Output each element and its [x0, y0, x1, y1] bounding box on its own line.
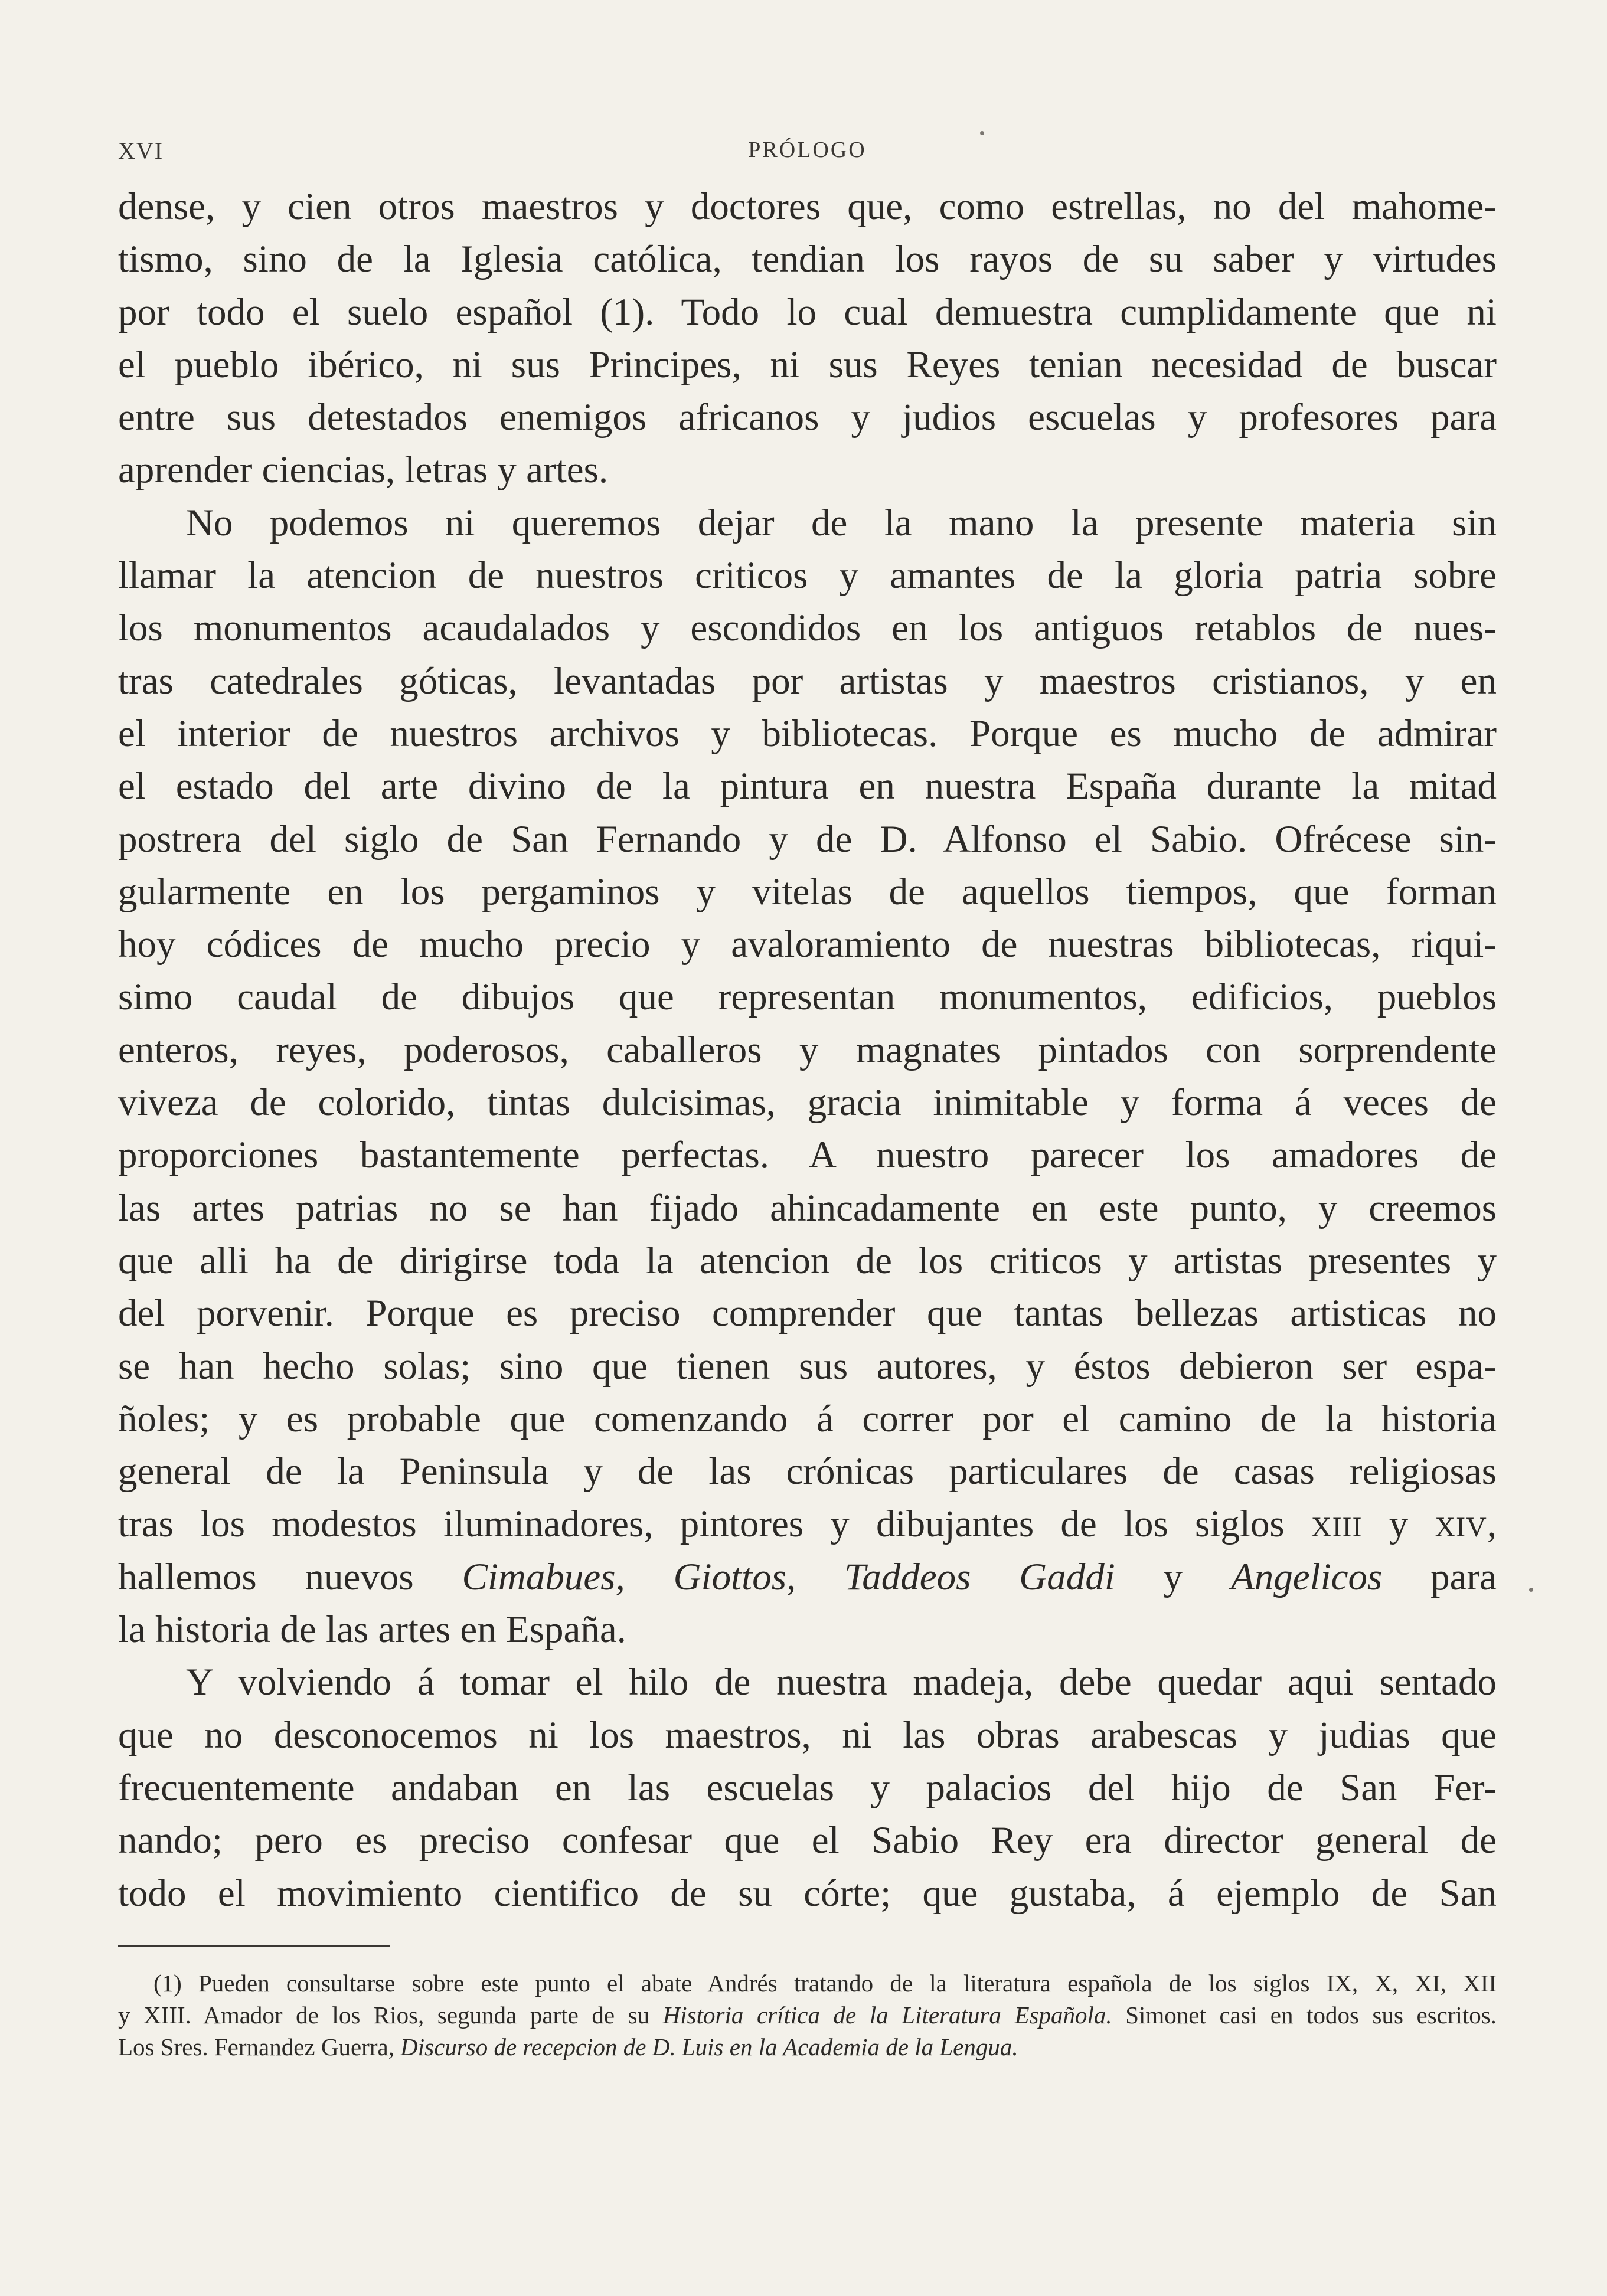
text-line: del porvenir. Porque es preciso comprender que tantas bellezas artisticas no [118, 1292, 1497, 1335]
text-line: las artes patrias no se han fijado ahincadamente en este punto, y creemos [118, 1186, 1497, 1229]
body-text [118, 181, 1497, 1920]
text-line: nando; pero es preciso confesar que el Sabio Rey era director general de [118, 1819, 1497, 1862]
page-number: XVI [118, 138, 164, 164]
footnote-line [118, 2031, 1497, 2063]
text-line: por todo el suelo español (1). Todo lo cual demuestra cumplidamente que ni [118, 290, 1497, 333]
century-numeral: XIII [1311, 1512, 1363, 1543]
text-line: dense, y cien otros maestros y doctores que, como estrellas, no del mahome- [118, 185, 1497, 228]
italic-names: Cimabues, Giottos, Taddeos Gaddi [462, 1555, 1115, 1598]
text-line: el estado del arte divino de la pintura en nuestra España durante la mitad [118, 765, 1497, 808]
text-line: que alli ha de dirigirse toda la atencion de los criticos y artistas presentes y [118, 1239, 1497, 1282]
text-line: el pueblo ibérico, ni sus Principes, ni sus Reyes tenian necesidad de buscar [118, 343, 1497, 386]
text-line: los monumentos acaudalados y escondidos en los antiguos retablos de nues- [118, 607, 1497, 650]
text-line: que no desconocemos ni los maestros, ni las obras arabescas y judias que [118, 1713, 1497, 1757]
text-line: se han hecho solas; sino que tienen sus autores, y éstos debieron ser espa- [118, 1345, 1497, 1388]
text-run: y [1362, 1503, 1435, 1546]
text-line: general de la Peninsula y de las crónicas particulares de casas religiosas [118, 1450, 1497, 1493]
text-run: y XIII. Amador de los Rios, segunda parte de su [118, 2001, 663, 2029]
text-line: hoy códices de mucho precio y avaloramiento de nuestras bibliotecas, riqui- [118, 923, 1497, 966]
text-line: simo caudal de dibujos que representan monumentos, edificios, pueblos [118, 976, 1497, 1019]
text-line [118, 1551, 1497, 1604]
text-line: gularmente en los pergaminos y vitelas de aquellos tiempos, que forman [118, 870, 1497, 913]
text-line: No podemos ni queremos dejar de la mano la presente materia sin [186, 501, 1497, 544]
text-line [118, 1498, 1497, 1551]
text-line: ñoles; y es probable que comenzando á correr por el camino de la historia [118, 1397, 1497, 1440]
text-line: tismo, sino de la Iglesia católica, tendian los rayos de su saber y virtudes [118, 238, 1497, 281]
text-run: tras los modestos iluminadores, pintores y dibujantes de los siglos [118, 1503, 1285, 1546]
ink-speck [1529, 1588, 1533, 1592]
footnote-line: (1) Pueden consultarse sobre este punto el abate Andrés tratando de la literatura española de los siglos IX, X, XI, XII [153, 1970, 1497, 1997]
text-line: Y volviendo á tomar el hilo de nuestra madeja, debe quedar aqui sentado [186, 1661, 1497, 1704]
italic-title: Discurso de recepcion de D. Luis en la Academia de la Lengua. [400, 2033, 1018, 2060]
text-run: Simonet casi en todos sus escritos. [1112, 2001, 1497, 2029]
text-line: viveza de colorido, tintas dulcisimas, gracia inimitable y forma á veces de [118, 1081, 1497, 1124]
text-line: postrera del siglo de San Fernando y de D. Alfonso el Sabio. Ofrécese sin- [118, 817, 1497, 861]
text-line: llamar la atencion de nuestros criticos y amantes de la gloria patria sobre [118, 554, 1497, 597]
running-title: PRÓLOGO [748, 138, 867, 162]
text-line: entre sus detestados enemigos africanos y judios escuelas y profesores para [118, 396, 1497, 439]
text-run: y [1115, 1555, 1231, 1598]
text-line: aprender ciencias, letras y artes. [118, 449, 609, 492]
text-line: enteros, reyes, poderosos, caballeros y magnates pintados con sorprendente [118, 1028, 1497, 1071]
text-line: el interior de nuestros archivos y bibliotecas. Porque es mucho de admirar [118, 712, 1497, 755]
text-run: Los Sres. Fernandez Guerra, [118, 2033, 401, 2060]
italic-names: Angelicos [1230, 1555, 1383, 1598]
text-run: para [1382, 1555, 1497, 1598]
running-head [118, 137, 1497, 166]
text-line: tras catedrales góticas, levantadas por artistas y maestros cristianos, y en [118, 659, 1497, 702]
text-line: frecuentemente andaban en las escuelas y palacios del hijo de San Fer- [118, 1766, 1497, 1809]
ink-speck [980, 131, 984, 135]
italic-title: Historia crítica de la Literatura Española. [662, 2001, 1112, 2029]
text-run: , [1487, 1503, 1497, 1546]
text-run: hallemos nuevos [118, 1555, 462, 1598]
footnote [118, 1967, 1497, 2063]
text-line: la historia de las artes en España. [118, 1608, 626, 1651]
footnote-rule [118, 1945, 390, 1947]
century-numeral: XIV [1435, 1512, 1487, 1543]
text-line: proporciones bastantemente perfectas. A nuestro parecer los amadores de [118, 1134, 1497, 1177]
footnote-line [118, 1999, 1497, 2031]
text-line: todo el movimiento cientifico de su córte; que gustaba, á ejemplo de San [118, 1872, 1497, 1915]
